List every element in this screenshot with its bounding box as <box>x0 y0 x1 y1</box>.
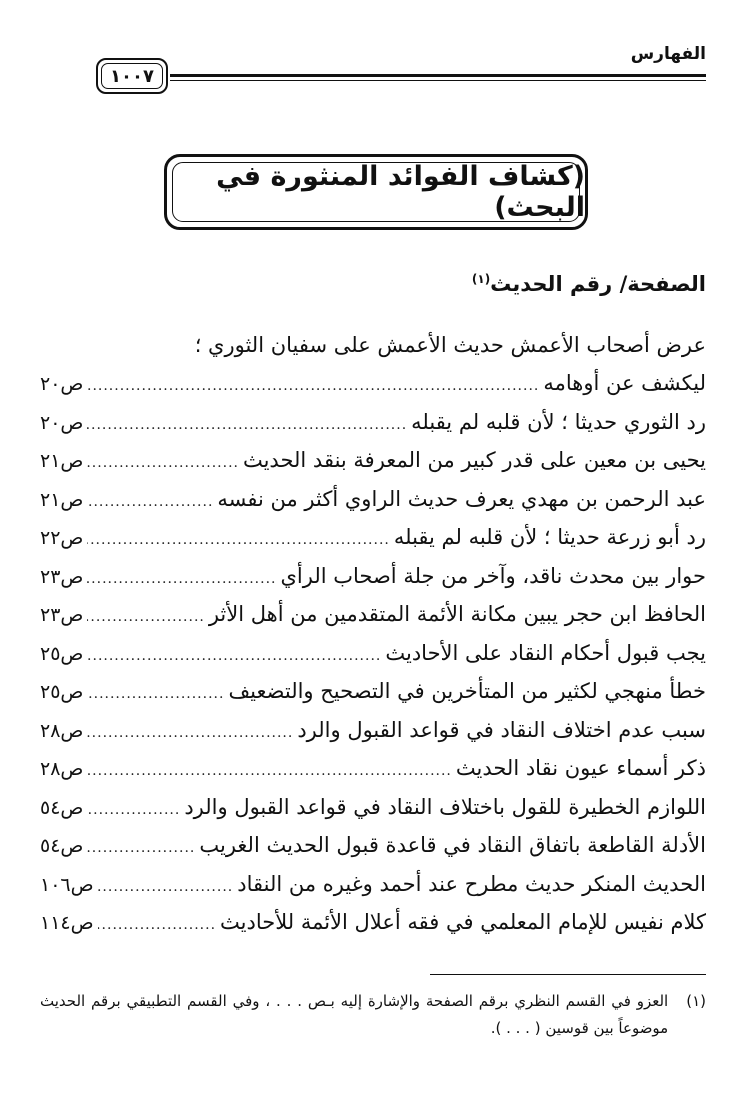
index-entry-text: يحيى بن معين على قدر كبير من المعرفة بنقد الحديث <box>242 448 706 472</box>
index-entry-page: ص١١٤ <box>40 912 94 934</box>
footnote-text: العزو في القسم النظري برقم الصفحة والإشارة إليه بـص . . . ، وفي القسم التطبيقي برقم الحديث موضوعاً بين قوسين ( . . . ). <box>40 992 669 1037</box>
index-entry <box>40 595 706 634</box>
index-entry-page: ص٢٥ <box>40 642 84 665</box>
index-entry-page: ص٢٠ <box>40 373 84 395</box>
index-entry <box>40 711 706 750</box>
index-list <box>40 326 706 942</box>
index-entry-text: رد الثوري حديثا ؛ لأن قلبه لم يقبله <box>411 409 706 434</box>
index-entry <box>40 672 706 711</box>
index-entry <box>40 826 706 865</box>
index-entry <box>40 557 706 596</box>
dot-leader <box>87 406 407 445</box>
index-entry-page: ص٥٤ <box>40 796 84 819</box>
dot-leader <box>98 906 216 945</box>
index-entry-text: كلام نفيس للإمام المعلمي في فقه أعلال الأئمة للأحاديث <box>220 910 706 934</box>
dot-leader <box>87 521 389 560</box>
index-entry <box>40 480 706 519</box>
index-entry-text: يجب قبول أحكام النقاد على الأحاديث <box>385 640 706 665</box>
index-entry <box>40 634 706 673</box>
index-entry-text: الأدلة القاطعة باتفاق النقاد في قاعدة قبول الحديث الغريب <box>199 833 706 857</box>
index-entry <box>40 403 706 442</box>
index-entry-text: حوار بين محدث ناقد، وآخر من جلة أصحاب الرأي <box>280 563 706 588</box>
running-header-section: الفهارس <box>630 44 706 64</box>
dot-leader <box>87 829 195 868</box>
index-entry-text: الحافظ ابن حجر يبين مكانة الأئمة المتقدمين من أهل الأثر <box>208 602 706 626</box>
index-entry-text: خطأ منهجي لكثير من المتأخرين في التصحيح والتضعيف <box>228 679 706 703</box>
dot-leader <box>87 675 224 714</box>
index-entry-text: سبب عدم اختلاف النقاد في قواعد القبول والرد <box>297 717 706 742</box>
header-rule <box>170 74 706 77</box>
index-entry <box>40 903 706 942</box>
footnote <box>40 988 706 1042</box>
column-heading-label: الصفحة/ رقم الحديث <box>490 272 706 296</box>
index-entry-page: ص٢٥ <box>40 681 84 703</box>
index-entry <box>40 518 706 557</box>
index-entry-page: ص٢١ <box>40 488 84 511</box>
index-entry-page: ص٢٨ <box>40 719 84 742</box>
dot-leader <box>87 791 180 830</box>
dot-leader <box>87 367 539 406</box>
dot-leader <box>87 483 213 522</box>
index-intro-line: عرض أصحاب الأعمش حديث الأعمش على سفيان الثوري ؛ <box>194 333 706 357</box>
index-entry-page: ص٢٣ <box>40 565 84 588</box>
dot-leader <box>87 444 239 483</box>
index-title: (كشاف الفوائد المنثورة في البحث) <box>216 161 585 223</box>
header-rule-thin <box>170 80 706 81</box>
page-number-frame <box>96 58 168 94</box>
index-entry-text: رد أبو زرعة حديثا ؛ لأن قلبه لم يقبله <box>393 525 706 549</box>
index-entry-text: اللوازم الخطيرة للقول باختلاف النقاد في قواعد القبول والرد <box>184 794 706 819</box>
column-heading-footnote-marker: (١) <box>471 272 491 286</box>
index-entry-page: ص١٠٦ <box>40 873 94 896</box>
index-entry <box>40 788 706 827</box>
index-entry-page: ص٥٤ <box>40 835 84 857</box>
dot-leader <box>87 637 381 676</box>
index-entry-page: ص٢٠ <box>40 411 84 434</box>
dot-leader <box>87 598 204 637</box>
dot-leader <box>98 868 234 907</box>
index-entry-page: ص٢٨ <box>40 758 84 780</box>
dot-leader <box>87 752 451 791</box>
index-entry-page: ص٢١ <box>40 450 84 472</box>
footnote-marker: (١) <box>686 992 706 1010</box>
title-frame <box>164 154 588 230</box>
index-entry-page: ص٢٣ <box>40 604 84 626</box>
index-entry <box>40 441 706 480</box>
index-entry-page: ص٢٢ <box>40 527 84 549</box>
dot-leader <box>87 714 293 753</box>
dot-leader <box>87 560 276 599</box>
footnote-rule <box>430 974 706 975</box>
index-entry-text: عبد الرحمن بن مهدي يعرف حديث الراوي أكثر من نفسه <box>217 486 706 511</box>
column-heading <box>472 272 706 296</box>
index-entries <box>40 364 706 942</box>
index-entry-text: ليكشف عن أوهامه <box>543 371 706 395</box>
index-entry <box>40 364 706 403</box>
index-entry-text: ذكر أسماء عيون نقاد الحديث <box>455 756 706 780</box>
page-number: ١٠٠٧ <box>110 65 154 87</box>
index-entry <box>40 749 706 788</box>
index-entry-text: الحديث المنكر حديث مطرح عند أحمد وغيره من النقاد <box>237 871 706 896</box>
index-entry <box>40 865 706 904</box>
